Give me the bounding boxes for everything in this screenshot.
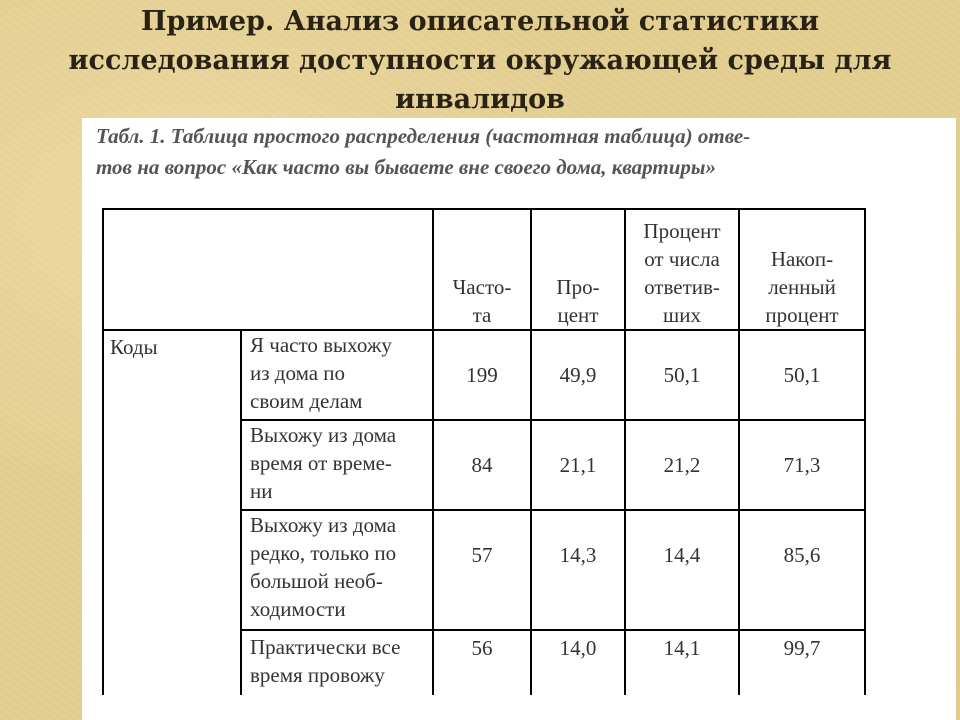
codes-label: Коды <box>103 330 241 420</box>
table-header-row <box>103 209 865 330</box>
cell-cumulative-percent: 85,6 <box>739 510 865 630</box>
cell-valid-percent: 50,1 <box>625 330 739 420</box>
slide-title-line: исследования доступности окружающей среды для <box>68 45 892 76</box>
row-label: Выхожу из дома время от време- ни <box>241 420 433 510</box>
cell-valid-percent: 21,2 <box>625 420 739 510</box>
table-row <box>103 330 865 420</box>
cell-percent: 21,1 <box>531 420 625 510</box>
row-label: Практически все время провожу <box>241 630 433 695</box>
cell-percent: 49,9 <box>531 330 625 420</box>
cell-frequency: 84 <box>433 420 531 510</box>
cell-valid-percent: 14,4 <box>625 510 739 630</box>
document-page <box>82 118 956 720</box>
caption-line: Табл. 1. Таблица простого распределения (частотная таблица) отве- <box>96 124 751 148</box>
row-label: Я часто выхожу из дома по своим делам <box>241 330 433 420</box>
slide-title-line: инвалидов <box>395 84 565 115</box>
header-valid-percent: Процент от числа ответив- ших <box>625 209 739 330</box>
table-row <box>103 420 865 510</box>
cell-frequency: 56 <box>433 630 531 695</box>
slide-title <box>20 2 940 119</box>
row-label: Выхожу из дома редко, только по большой необ- ходимости <box>241 510 433 630</box>
slide-title-line: Пример. Анализ описательной статистики <box>141 6 819 37</box>
table-caption <box>96 121 946 183</box>
cell-cumulative-percent: 50,1 <box>739 330 865 420</box>
codes-spacer <box>103 420 241 695</box>
header-empty-cell <box>103 209 433 330</box>
caption-line: тов на вопрос «Как часто вы бываете вне своего дома, квартиры» <box>96 155 716 179</box>
header-percent: Про- цент <box>531 209 625 330</box>
cell-frequency: 199 <box>433 330 531 420</box>
cell-cumulative-percent: 71,3 <box>739 420 865 510</box>
header-frequency: Часто- та <box>433 209 531 330</box>
cell-cumulative-percent: 99,7 <box>739 630 865 695</box>
header-cumulative-percent: Накоп- ленный процент <box>739 209 865 330</box>
cell-frequency: 57 <box>433 510 531 630</box>
cell-percent: 14,3 <box>531 510 625 630</box>
cell-valid-percent: 14,1 <box>625 630 739 695</box>
frequency-table <box>102 208 866 695</box>
cell-percent: 14,0 <box>531 630 625 695</box>
